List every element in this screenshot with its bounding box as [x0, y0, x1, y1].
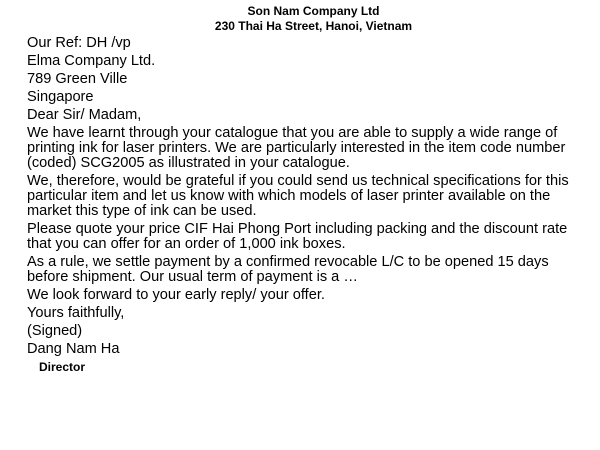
company-address: 230 Thai Ha Street, Hanoi, Vietnam [214, 19, 413, 33]
paragraph: We, therefore, would be grateful if you could send us technical specifications for this particular item and let us know with which models of laser printer available on the market this type of ink can be used. [27, 173, 569, 219]
salutation: Dear Sir/ Madam, [27, 107, 142, 123]
company-name: Son Nam Company Ltd [247, 4, 380, 18]
paragraph: Please quote your price CIF Hai Phong Port including packing and the discount rate that you can offer for an order of 1,000 ink boxes. [27, 221, 568, 252]
signatory-name: Dang Nam Ha [27, 341, 120, 357]
letter-body [27, 36, 587, 374]
paragraph: We look forward to your early reply/ your offer. [27, 287, 325, 303]
recipient-line: 789 Green Ville [27, 71, 128, 87]
reference-line: Our Ref: DH /vp [27, 35, 131, 51]
letterhead [0, 0, 600, 34]
paragraph: As a rule, we settle payment by a confirmed revocable L/C to be opened 15 days before shipment. Our usual term of payment is a … [27, 254, 549, 285]
recipient-line: Elma Company Ltd. [27, 53, 156, 69]
signatory-title: Director [39, 360, 86, 374]
signed-note: (Signed) [27, 323, 83, 339]
recipient-line: Singapore [27, 89, 94, 105]
paragraph: We have learnt through your catalogue that you are able to supply a wide range of printing ink for laser printers. We are particularly interested in the item code number (coded) SCG2005 as illustrated in your catalogue. [27, 125, 566, 171]
closing: Yours faithfully, [27, 305, 125, 321]
